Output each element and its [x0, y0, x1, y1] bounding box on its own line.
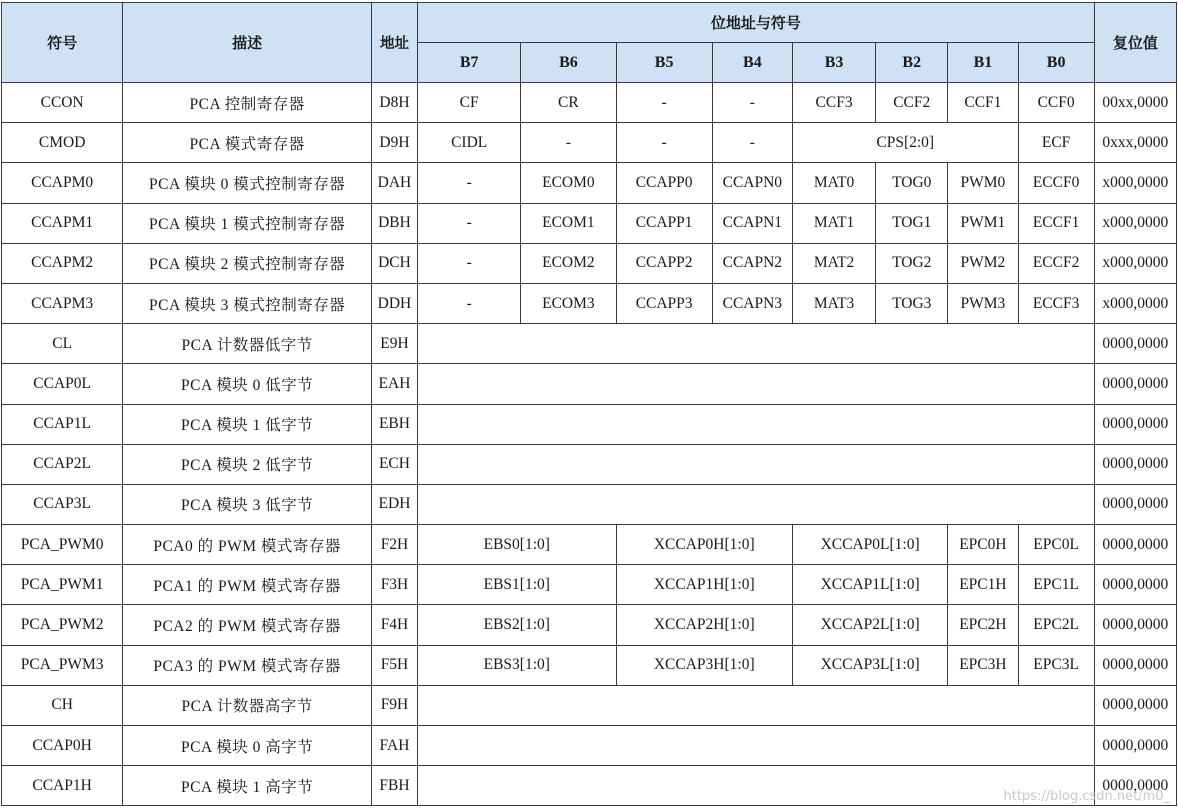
cell-bit: EPC0H — [948, 525, 1018, 565]
header-bit-b3: B3 — [792, 43, 875, 83]
cell-description: PCA 模块 0 高字节 — [123, 726, 372, 766]
table-row — [2, 83, 1177, 123]
header-bit-b6: B6 — [521, 43, 616, 83]
cell-address: E9H — [371, 324, 417, 364]
cell-symbol: CL — [2, 324, 123, 364]
cell-bit: CCAPN0 — [712, 163, 792, 203]
cell-bits-empty — [418, 324, 1095, 364]
cell-symbol: CMOD — [2, 123, 123, 163]
table-row — [2, 324, 1177, 364]
table-row — [2, 203, 1177, 243]
cell-symbol: CCAPM2 — [2, 243, 123, 283]
cell-address: DCH — [371, 243, 417, 283]
table-row — [2, 766, 1177, 806]
cell-address: FBH — [371, 766, 417, 806]
cell-bit: PWM1 — [948, 203, 1018, 243]
cell-bit: CCF3 — [792, 83, 875, 123]
cell-bit: - — [616, 123, 712, 163]
cell-bit: CCAPN2 — [712, 243, 792, 283]
table-row — [2, 283, 1177, 323]
table-row — [2, 444, 1177, 484]
cell-bit: EPC1L — [1018, 565, 1094, 605]
cell-bit: CCAPP1 — [616, 203, 712, 243]
header-bit-b1: B1 — [948, 43, 1018, 83]
cell-description: PCA 控制寄存器 — [123, 83, 372, 123]
cell-bit: ECOM0 — [521, 163, 616, 203]
cell-bit: - — [418, 163, 521, 203]
cell-description: PCA0 的 PWM 模式寄存器 — [123, 525, 372, 565]
cell-bit: - — [712, 123, 792, 163]
cell-reset: x000,0000 — [1094, 203, 1176, 243]
cell-bits-empty — [418, 404, 1095, 444]
cell-address: F9H — [371, 685, 417, 725]
cell-description: PCA 模块 3 模式控制寄存器 — [123, 283, 372, 323]
cell-reset: 0000,0000 — [1094, 444, 1176, 484]
cell-reset: x000,0000 — [1094, 283, 1176, 323]
cell-bit: ECOM3 — [521, 283, 616, 323]
cell-bit: EPC2H — [948, 605, 1018, 645]
cell-bit-field: XCCAP2L[1:0] — [792, 605, 947, 645]
cell-address: F4H — [371, 605, 417, 645]
cell-description: PCA 模块 1 高字节 — [123, 766, 372, 806]
cell-bit-field: EBS3[1:0] — [418, 645, 616, 685]
cell-bit: TOG3 — [876, 283, 948, 323]
cell-bit: CCAPN3 — [712, 283, 792, 323]
cell-bits-empty — [418, 685, 1095, 725]
cell-description: PCA 模块 0 模式控制寄存器 — [123, 163, 372, 203]
table-row — [2, 565, 1177, 605]
cell-symbol: CCAP2L — [2, 444, 123, 484]
cell-address: EAH — [371, 364, 417, 404]
cell-reset: 0000,0000 — [1094, 364, 1176, 404]
cell-description: PCA2 的 PWM 模式寄存器 — [123, 605, 372, 645]
cell-bit-field: XCCAP3L[1:0] — [792, 645, 947, 685]
header-bit-b4: B4 — [712, 43, 792, 83]
header-bit-b0: B0 — [1018, 43, 1094, 83]
cell-reset: 0000,0000 — [1094, 645, 1176, 685]
cell-symbol: CCAP1L — [2, 404, 123, 444]
cell-reset: 0000,0000 — [1094, 605, 1176, 645]
table-row — [2, 163, 1177, 203]
cell-bit-field: XCCAP0H[1:0] — [616, 525, 792, 565]
cell-symbol: CCAP0L — [2, 364, 123, 404]
cell-reset: 0000,0000 — [1094, 525, 1176, 565]
cell-bit-field: EBS0[1:0] — [418, 525, 616, 565]
cell-bit: CCAPN1 — [712, 203, 792, 243]
cell-description: PCA 模块 1 模式控制寄存器 — [123, 203, 372, 243]
cell-bit: EPC1H — [948, 565, 1018, 605]
cell-bit-field: EBS2[1:0] — [418, 605, 616, 645]
cell-address: EBH — [371, 404, 417, 444]
cell-description: PCA 计数器高字节 — [123, 685, 372, 725]
cell-address: DAH — [371, 163, 417, 203]
table-row — [2, 605, 1177, 645]
cell-description: PCA1 的 PWM 模式寄存器 — [123, 565, 372, 605]
cell-bit-field: EBS1[1:0] — [418, 565, 616, 605]
cell-bit: CCAPP3 — [616, 283, 712, 323]
header-description: 描述 — [123, 3, 372, 83]
cell-bit: CCF1 — [948, 83, 1018, 123]
cell-bit: PWM2 — [948, 243, 1018, 283]
cell-bits-empty — [418, 766, 1095, 806]
header-bit-group: 位地址与符号 — [418, 3, 1095, 43]
cell-bit: EPC2L — [1018, 605, 1094, 645]
cell-bit: PWM0 — [948, 163, 1018, 203]
pca-register-table — [1, 2, 1177, 806]
header-bit-b2: B2 — [876, 43, 948, 83]
cell-symbol: CH — [2, 685, 123, 725]
cell-bit: EPC3H — [948, 645, 1018, 685]
cell-address: EDH — [371, 484, 417, 524]
cell-description: PCA 模块 1 低字节 — [123, 404, 372, 444]
cell-bits-empty — [418, 726, 1095, 766]
cell-bit: ECOM1 — [521, 203, 616, 243]
cell-symbol: PCA_PWM1 — [2, 565, 123, 605]
cell-bits-empty — [418, 444, 1095, 484]
cell-reset: 0000,0000 — [1094, 766, 1176, 806]
cell-description: PCA 模块 2 模式控制寄存器 — [123, 243, 372, 283]
cell-bit: PWM3 — [948, 283, 1018, 323]
table-row — [2, 645, 1177, 685]
table-row — [2, 364, 1177, 404]
cell-bit: CCAPP2 — [616, 243, 712, 283]
cell-symbol: CCAP3L — [2, 484, 123, 524]
cell-bit: CCAPP0 — [616, 163, 712, 203]
cell-bit: TOG1 — [876, 203, 948, 243]
cell-reset: 0000,0000 — [1094, 484, 1176, 524]
cell-reset: x000,0000 — [1094, 243, 1176, 283]
cell-address: FAH — [371, 726, 417, 766]
cell-bit: - — [418, 203, 521, 243]
cell-bit: MAT1 — [792, 203, 875, 243]
cell-symbol: PCA_PWM0 — [2, 525, 123, 565]
cell-address: DDH — [371, 283, 417, 323]
cell-bit: CCF0 — [1018, 83, 1094, 123]
cell-symbol: CCON — [2, 83, 123, 123]
cell-bit: CCF2 — [876, 83, 948, 123]
cell-bit: EPC0L — [1018, 525, 1094, 565]
cell-address: F5H — [371, 645, 417, 685]
cell-bit: CR — [521, 83, 616, 123]
cell-reset: 00xx,0000 — [1094, 83, 1176, 123]
cell-description: PCA 模块 2 低字节 — [123, 444, 372, 484]
header-address: 地址 — [371, 3, 417, 83]
cell-bit: - — [616, 83, 712, 123]
table-row — [2, 726, 1177, 766]
cell-bit: - — [712, 83, 792, 123]
cell-bit-field: XCCAP0L[1:0] — [792, 525, 947, 565]
cell-reset: 0000,0000 — [1094, 565, 1176, 605]
cell-description: PCA3 的 PWM 模式寄存器 — [123, 645, 372, 685]
cell-bit: MAT3 — [792, 283, 875, 323]
cell-bit: MAT0 — [792, 163, 875, 203]
cell-bit-field: CPS[2:0] — [792, 123, 1018, 163]
header-bit-b5: B5 — [616, 43, 712, 83]
cell-reset: 0000,0000 — [1094, 404, 1176, 444]
table-header — [2, 3, 1177, 83]
table-row — [2, 404, 1177, 444]
cell-bit: ECCF1 — [1018, 203, 1094, 243]
cell-address: ECH — [371, 444, 417, 484]
cell-description: PCA 模块 0 低字节 — [123, 364, 372, 404]
cell-address: F2H — [371, 525, 417, 565]
header-bit-b7: B7 — [418, 43, 521, 83]
cell-bit: ECCF0 — [1018, 163, 1094, 203]
table-body — [2, 83, 1177, 806]
cell-bits-empty — [418, 364, 1095, 404]
cell-reset: 0000,0000 — [1094, 324, 1176, 364]
cell-reset: 0000,0000 — [1094, 685, 1176, 725]
cell-bit: CF — [418, 83, 521, 123]
cell-symbol: CCAPM0 — [2, 163, 123, 203]
watermark: https://blog.csdn.net/m0_ — [1003, 789, 1170, 804]
cell-bit: TOG0 — [876, 163, 948, 203]
cell-bit: - — [521, 123, 616, 163]
cell-symbol: CCAP0H — [2, 726, 123, 766]
table-row — [2, 484, 1177, 524]
cell-reset: 0xxx,0000 — [1094, 123, 1176, 163]
header-symbol: 符号 — [2, 3, 123, 83]
cell-bits-empty — [418, 484, 1095, 524]
cell-bit: EPC3L — [1018, 645, 1094, 685]
cell-bit: ECF — [1018, 123, 1094, 163]
cell-bit: ECCF2 — [1018, 243, 1094, 283]
cell-symbol: PCA_PWM2 — [2, 605, 123, 645]
cell-bit-field: XCCAP2H[1:0] — [616, 605, 792, 645]
cell-symbol: PCA_PWM3 — [2, 645, 123, 685]
cell-bit-field: XCCAP3H[1:0] — [616, 645, 792, 685]
cell-bit: TOG2 — [876, 243, 948, 283]
cell-address: F3H — [371, 565, 417, 605]
cell-symbol: CCAPM1 — [2, 203, 123, 243]
cell-bit: - — [418, 283, 521, 323]
cell-bit-field: XCCAP1H[1:0] — [616, 565, 792, 605]
cell-reset: 0000,0000 — [1094, 726, 1176, 766]
header-reset: 复位值 — [1094, 3, 1176, 83]
cell-description: PCA 模块 3 低字节 — [123, 484, 372, 524]
table-row — [2, 243, 1177, 283]
cell-address: D8H — [371, 83, 417, 123]
cell-description: PCA 计数器低字节 — [123, 324, 372, 364]
cell-description: PCA 模式寄存器 — [123, 123, 372, 163]
table-row — [2, 525, 1177, 565]
cell-reset: x000,0000 — [1094, 163, 1176, 203]
cell-bit: ECOM2 — [521, 243, 616, 283]
cell-address: D9H — [371, 123, 417, 163]
cell-bit: MAT2 — [792, 243, 875, 283]
cell-symbol: CCAP1H — [2, 766, 123, 806]
cell-bit: ECCF3 — [1018, 283, 1094, 323]
cell-bit: - — [418, 243, 521, 283]
table-row — [2, 685, 1177, 725]
cell-bit-field: XCCAP1L[1:0] — [792, 565, 947, 605]
cell-symbol: CCAPM3 — [2, 283, 123, 323]
table-row — [2, 123, 1177, 163]
cell-address: DBH — [371, 203, 417, 243]
cell-bit: CIDL — [418, 123, 521, 163]
